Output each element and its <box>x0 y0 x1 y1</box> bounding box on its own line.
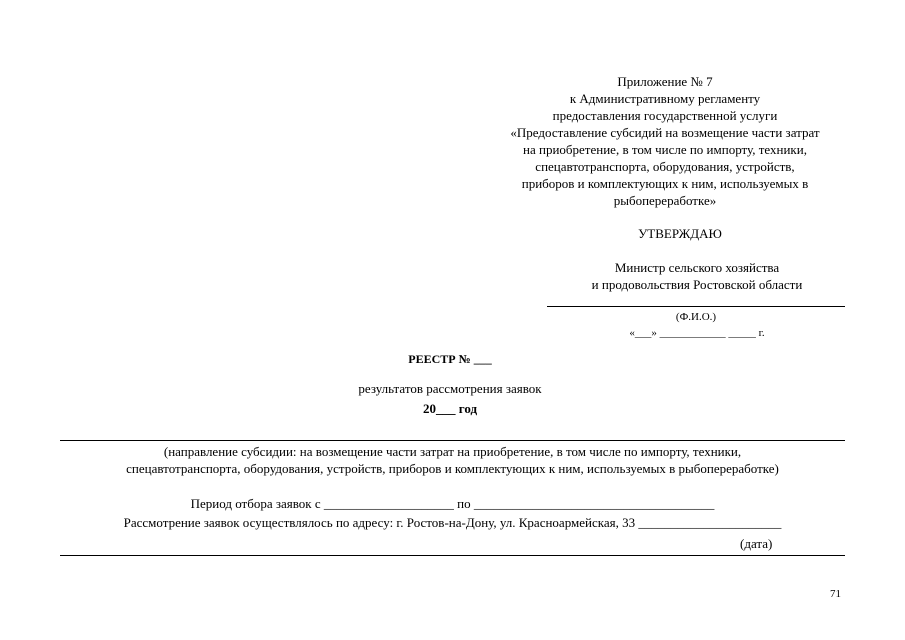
selection-period: Период отбора заявок с ____________________ по _____________________________________ <box>190 496 715 511</box>
appendix-header <box>470 73 860 209</box>
appendix-line: спецавтотранспорта, оборудования, устройств, <box>535 159 795 174</box>
divider-top <box>60 440 845 441</box>
registry-title: РЕЕСТР № ___ <box>408 352 492 366</box>
review-address: Рассмотрение заявок осуществлялось по адресу: г. Ростов-на-Дону, ул. Красноармейская, 33 ______________________ <box>123 515 782 530</box>
registry-year: 20___ год <box>422 401 478 416</box>
minister-line-2: и продовольствия Ростовской области <box>591 277 803 292</box>
signature-line <box>547 306 845 307</box>
appendix-line: «Предоставление субсидий на возмещение части затрат <box>510 125 820 140</box>
appendix-line: Приложение № 7 <box>617 74 713 89</box>
approval-date-field: «___» ____________ _____ г. <box>629 327 765 339</box>
fio-caption: (Ф.И.О.) <box>675 311 717 323</box>
divider-bottom <box>60 555 845 556</box>
appendix-line: приборов и комплектующих к ним, используемых в <box>521 176 809 191</box>
date-caption: (дата) <box>740 536 773 551</box>
appendix-line: на приобретение, в том числе по импорту, техники, <box>523 142 807 157</box>
direction-line-1: (направление субсидии: на возмещение части затрат на приобретение, в том числе по импорту, техники, <box>163 444 742 459</box>
approval-heading: УТВЕРЖДАЮ <box>638 226 722 241</box>
appendix-line: рыбопереработке» <box>613 193 717 208</box>
direction-line-2: спецавтотранспорта, оборудования, устройств, приборов и комплектующих к ним, используемых в рыбопереработке) <box>126 461 779 476</box>
appendix-line: предоставления государственной услуги <box>552 108 778 123</box>
subsidy-direction <box>60 443 845 477</box>
minister-title <box>548 259 846 293</box>
minister-line-1: Министр сельского хозяйства <box>614 260 780 275</box>
appendix-line: к Административному регламенту <box>569 91 761 106</box>
registry-subtitle: результатов рассмотрения заявок <box>358 381 542 396</box>
page-number: 71 <box>830 588 841 600</box>
